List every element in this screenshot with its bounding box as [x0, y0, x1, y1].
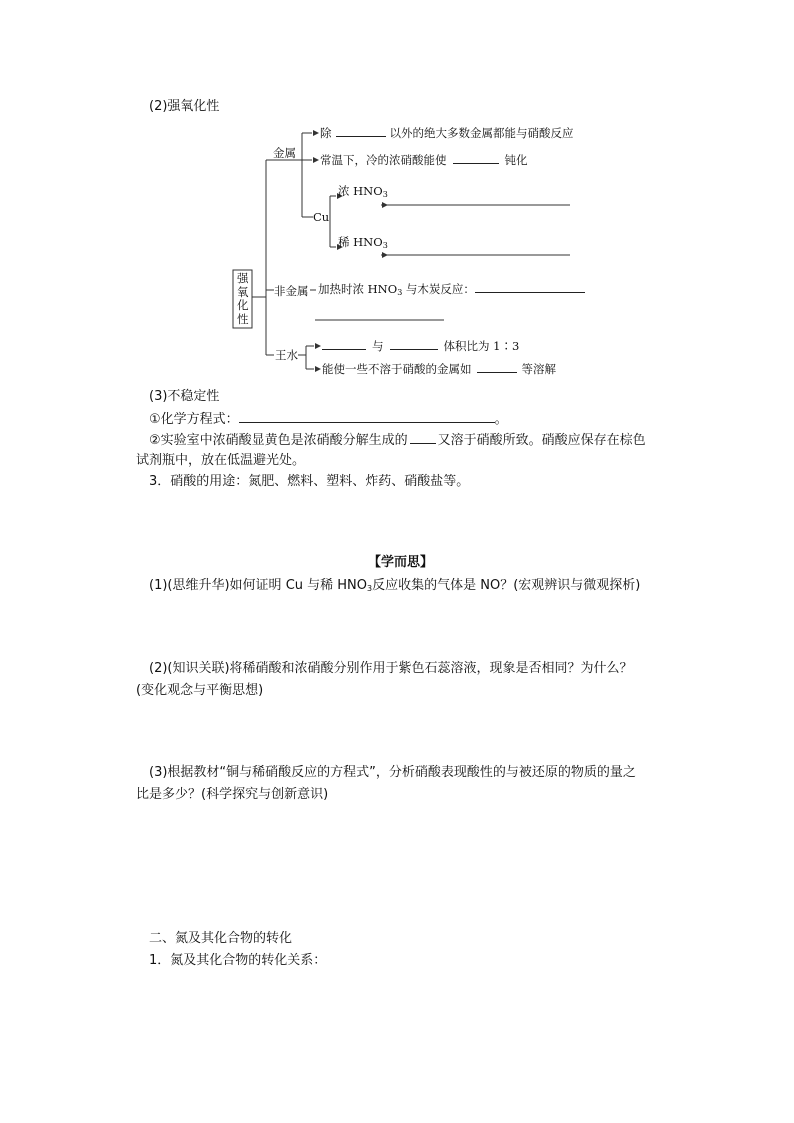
metal-line-2-pre: 常温下，冷的浓硝酸能使 — [320, 153, 447, 167]
answer-blank — [453, 151, 499, 164]
item-1-post: 。 — [494, 412, 508, 427]
reflect-question-3-line-2: 比是多少？(科学探究与创新意识) — [136, 787, 329, 802]
nonmetal-label: 非金属 — [274, 284, 309, 298]
answer-blank — [475, 280, 585, 293]
aqua-regia-line-1-post: 体积比为 1∶3 — [443, 339, 520, 353]
item-2-mid: 又溶于硝酸所致。硝酸应保存在棕色 — [437, 433, 646, 448]
item-2-pre: ②实验室中浓硝酸显黄色是浓硝酸分解生成的 — [149, 433, 408, 448]
subscript: 3 — [382, 190, 388, 199]
metal-line-2 — [320, 151, 528, 169]
root-label — [237, 272, 249, 326]
metal-line-1-pre: 除 — [320, 126, 332, 140]
aqua-regia-line-1 — [322, 337, 519, 355]
cu-concentrated-text: 浓 HNO — [338, 184, 383, 198]
root-char: 性 — [237, 311, 249, 326]
aqua-regia-line-2-pre: 能使一些不溶于硝酸的金属如 — [322, 362, 472, 376]
reflect-question-1 — [149, 577, 640, 598]
nonmetal-text-pre: 加热时浓 HNO — [318, 282, 398, 296]
metal-label: 金属 — [273, 146, 296, 160]
nitric-acid-uses: 3．硝酸的用途：氮肥、燃料、塑料、炸药、硝酸盐等。 — [149, 474, 470, 489]
reflect-question-3-line-1: (3)根据教材“铜与稀硝酸反应的方程式”，分析硝酸表现酸性的与被还原的物质的量之 — [149, 765, 636, 780]
subscript: 3 — [382, 241, 388, 250]
answer-blank — [322, 337, 366, 350]
part-2-heading: 二、氮及其化合物的转化 — [149, 931, 293, 946]
section-3-item-2-continued: 试剂瓶中，放在低温避光处。 — [136, 453, 306, 468]
q1-post: 反应收集的气体是 NO？(宏观辨识与微观探析) — [372, 578, 641, 593]
reflect-question-2-line-1: (2)(知识关联)将稀硝酸和浓硝酸分别作用于紫色石蕊溶液，现象是否相同？为什么？ — [149, 661, 633, 676]
answer-blank — [336, 124, 386, 137]
metal-line-1 — [320, 124, 574, 142]
aqua-regia-line-2-post: 等溶解 — [521, 362, 556, 376]
subscript: 3 — [397, 288, 403, 297]
nonmetal-text-post: 与木炭反应： — [402, 282, 475, 296]
subscript: 3 — [367, 584, 373, 593]
cu-dilute-text: 稀 HNO — [338, 235, 383, 249]
cu-dilute-label — [338, 233, 388, 255]
metal-line-1-post: 以外的绝大多数金属都能与硝酸反应 — [389, 126, 574, 140]
answer-blank — [239, 410, 495, 423]
reflect-question-2-line-2: (变化观念与平衡思想) — [136, 683, 264, 698]
root-char: 强 — [237, 271, 249, 285]
cu-label: Cu — [313, 210, 330, 224]
q1-pre: (1)(思维升华)如何证明 Cu 与稀 HNO — [149, 578, 368, 593]
answer-blank — [477, 360, 517, 373]
aqua-regia-line-2 — [322, 360, 556, 378]
root-char: 氧 — [237, 284, 249, 299]
item-1-pre: ①化学方程式： — [149, 412, 239, 427]
reflect-title: 【学而思】 — [368, 555, 434, 570]
root-char: 化 — [237, 298, 249, 312]
answer-blank — [410, 431, 436, 444]
aqua-regia-label: 王水 — [275, 348, 298, 362]
metal-line-2-post: 钝化 — [504, 153, 528, 167]
section-3-item-1 — [149, 410, 508, 429]
cu-concentrated-label — [338, 182, 388, 204]
section-3-heading: (3)不稳定性 — [149, 389, 220, 404]
nonmetal-line — [318, 280, 585, 302]
section-2-heading: (2)强氧化性 — [149, 99, 220, 114]
section-3-item-2 — [149, 431, 646, 450]
part-2-item-1: 1．氮及其化合物的转化关系： — [149, 953, 327, 968]
answer-blank — [390, 337, 438, 350]
aqua-regia-line-1-mid: 与 — [372, 339, 384, 353]
